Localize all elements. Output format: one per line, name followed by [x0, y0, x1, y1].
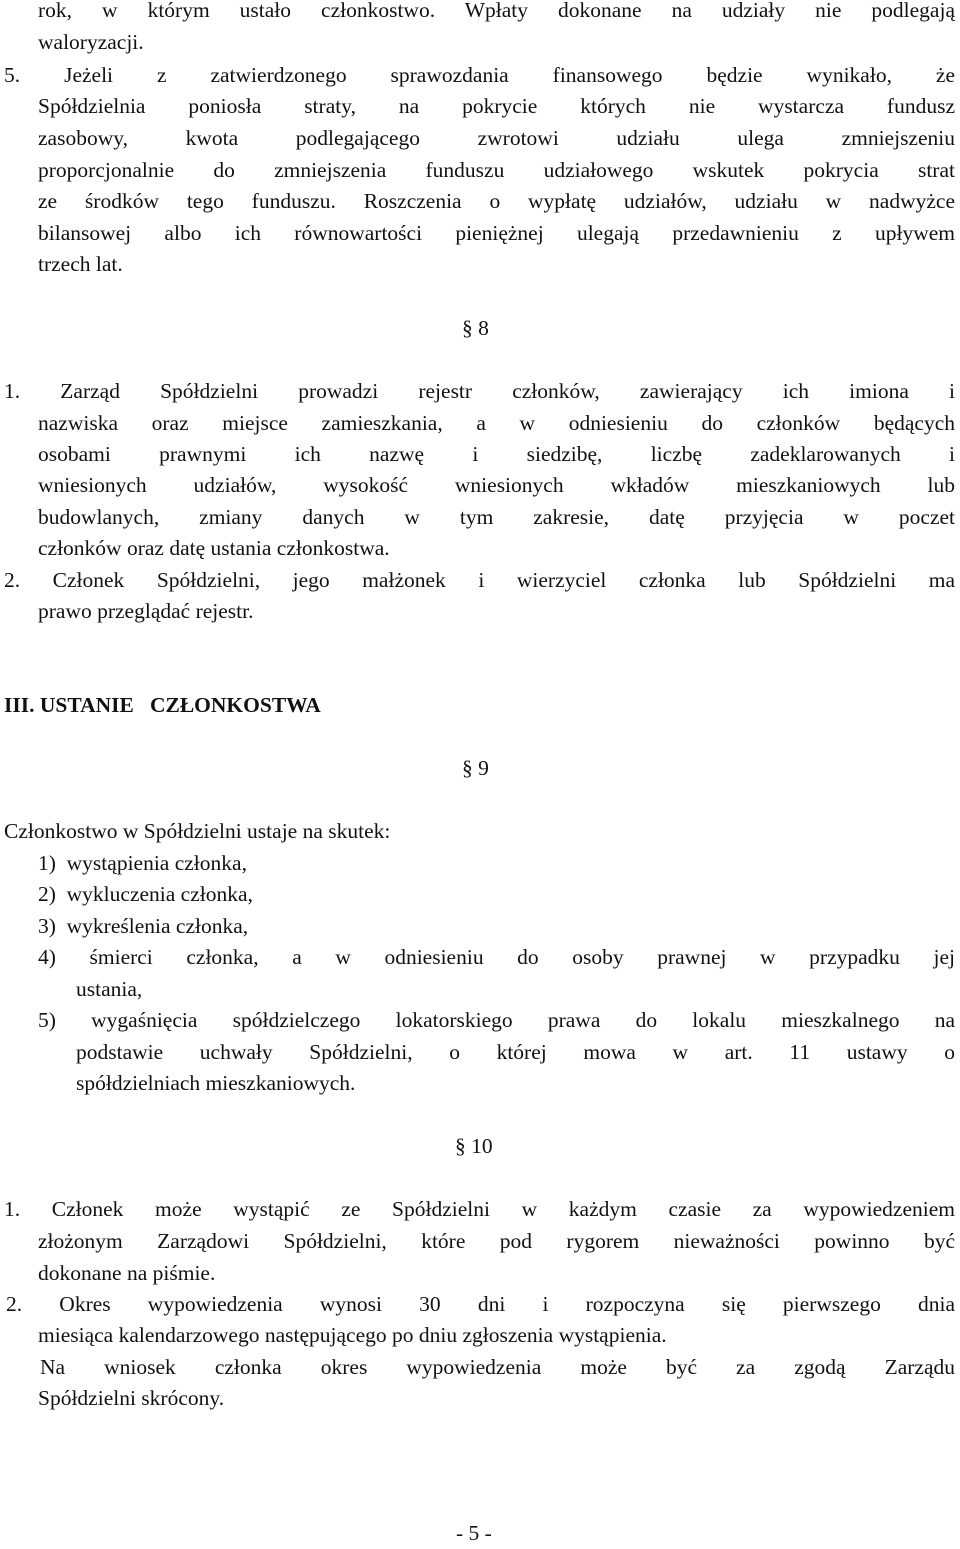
paragraph-line: 2. Członek Spółdzielni, jego małżonek i wierzyciel członka lub Spółdzielni ma — [4, 568, 955, 592]
list-item-continuation: spółdzielniach mieszkaniowych. — [76, 1071, 356, 1095]
paragraph-line: 1. Członek może wystąpić ze Spółdzielni w każdym czasie za wypowiedzeniem — [4, 1197, 955, 1221]
paragraph-line: złożonym Zarządowi Spółdzielni, które pod rygorem nieważności powinno być — [38, 1229, 955, 1253]
paragraph-line: 2. Okres wypowiedzenia wynosi 30 dni i rozpoczyna się pierwszego dnia — [6, 1292, 955, 1316]
page-number: - 5 - — [456, 1521, 492, 1545]
paragraph-line: rok, w którym ustało członkostwo. Wpłaty dokonane na udziały nie podlegają — [38, 0, 955, 22]
list-item: 4) śmierci członka, a w odniesieniu do osoby prawnej w przypadku jej — [38, 945, 955, 969]
paragraph-line: proporcjonalnie do zmniejszenia funduszu udziałowego wskutek pokrycia strat — [38, 158, 955, 182]
paragraph-line: Spółdzielnia poniosła straty, na pokrycie których nie wystarcza fundusz — [38, 94, 955, 118]
paragraph-line: waloryzacji. — [38, 30, 144, 54]
paragraph-line: Spółdzielni skrócony. — [38, 1386, 225, 1410]
section-9-title: § 9 — [462, 756, 489, 780]
list-item-continuation: ustania, — [76, 977, 143, 1001]
paragraph-line: budowlanych, zmiany danych w tym zakresie, datę przyjęcia w poczet — [38, 505, 955, 529]
list-item-continuation: podstawie uchwały Spółdzielni, o której mowa w art. 11 ustawy o — [76, 1040, 955, 1064]
paragraph-line: zasobowy, kwota podlegającego zwrotowi udziału ulega zmniejszeniu — [38, 126, 955, 150]
paragraph-line: Na wniosek członka okres wypowiedzenia może być za zgodą Zarządu — [40, 1355, 955, 1379]
paragraph-line: Członkostwo w Spółdzielni ustaje na skutek: — [4, 819, 391, 843]
paragraph-line: osobami prawnymi ich nazwę i siedzibę, liczbę zadeklarowanych i — [38, 442, 955, 466]
chapter-heading: III. USTANIE CZŁONKOSTWA — [4, 693, 321, 717]
paragraph-line: trzech lat. — [38, 252, 123, 276]
list-item: 3) wykreślenia członka, — [38, 914, 249, 938]
paragraph-line: dokonane na piśmie. — [38, 1261, 216, 1285]
paragraph-line: wniesionych udziałów, wysokość wniesionych wkładów mieszkaniowych lub — [38, 473, 955, 497]
list-item: 1) wystąpienia członka, — [38, 851, 247, 875]
paragraph-line: członków oraz datę ustania członkostwa. — [38, 536, 390, 560]
paragraph-line: miesiąca kalendarzowego następującego po dniu zgłoszenia wystąpienia. — [38, 1323, 667, 1347]
list-item: 5) wygaśnięcia spółdzielczego lokatorskiego prawa do lokalu mieszkalnego na — [38, 1008, 955, 1032]
section-8-title: § 8 — [462, 316, 489, 340]
paragraph-line: prawo przeglądać rejestr. — [38, 599, 254, 623]
paragraph-line: ze środków tego funduszu. Roszczenia o wypłatę udziałów, udziału w nadwyżce — [38, 189, 955, 213]
paragraph-line: 1. Zarząd Spółdzielni prowadzi rejestr członków, zawierający ich imiona i — [4, 379, 955, 403]
paragraph-line: bilansowej albo ich równowartości pieniężnej ulegają przedawnieniu z upływem — [38, 221, 955, 245]
list-item: 2) wykluczenia członka, — [38, 882, 253, 906]
section-10-title: § 10 — [455, 1134, 493, 1158]
paragraph-line: 5. Jeżeli z zatwierdzonego sprawozdania finansowego będzie wynikało, że — [4, 63, 955, 87]
paragraph-line: nazwiska oraz miejsce zamieszkania, a w odniesieniu do członków będących — [38, 411, 955, 435]
